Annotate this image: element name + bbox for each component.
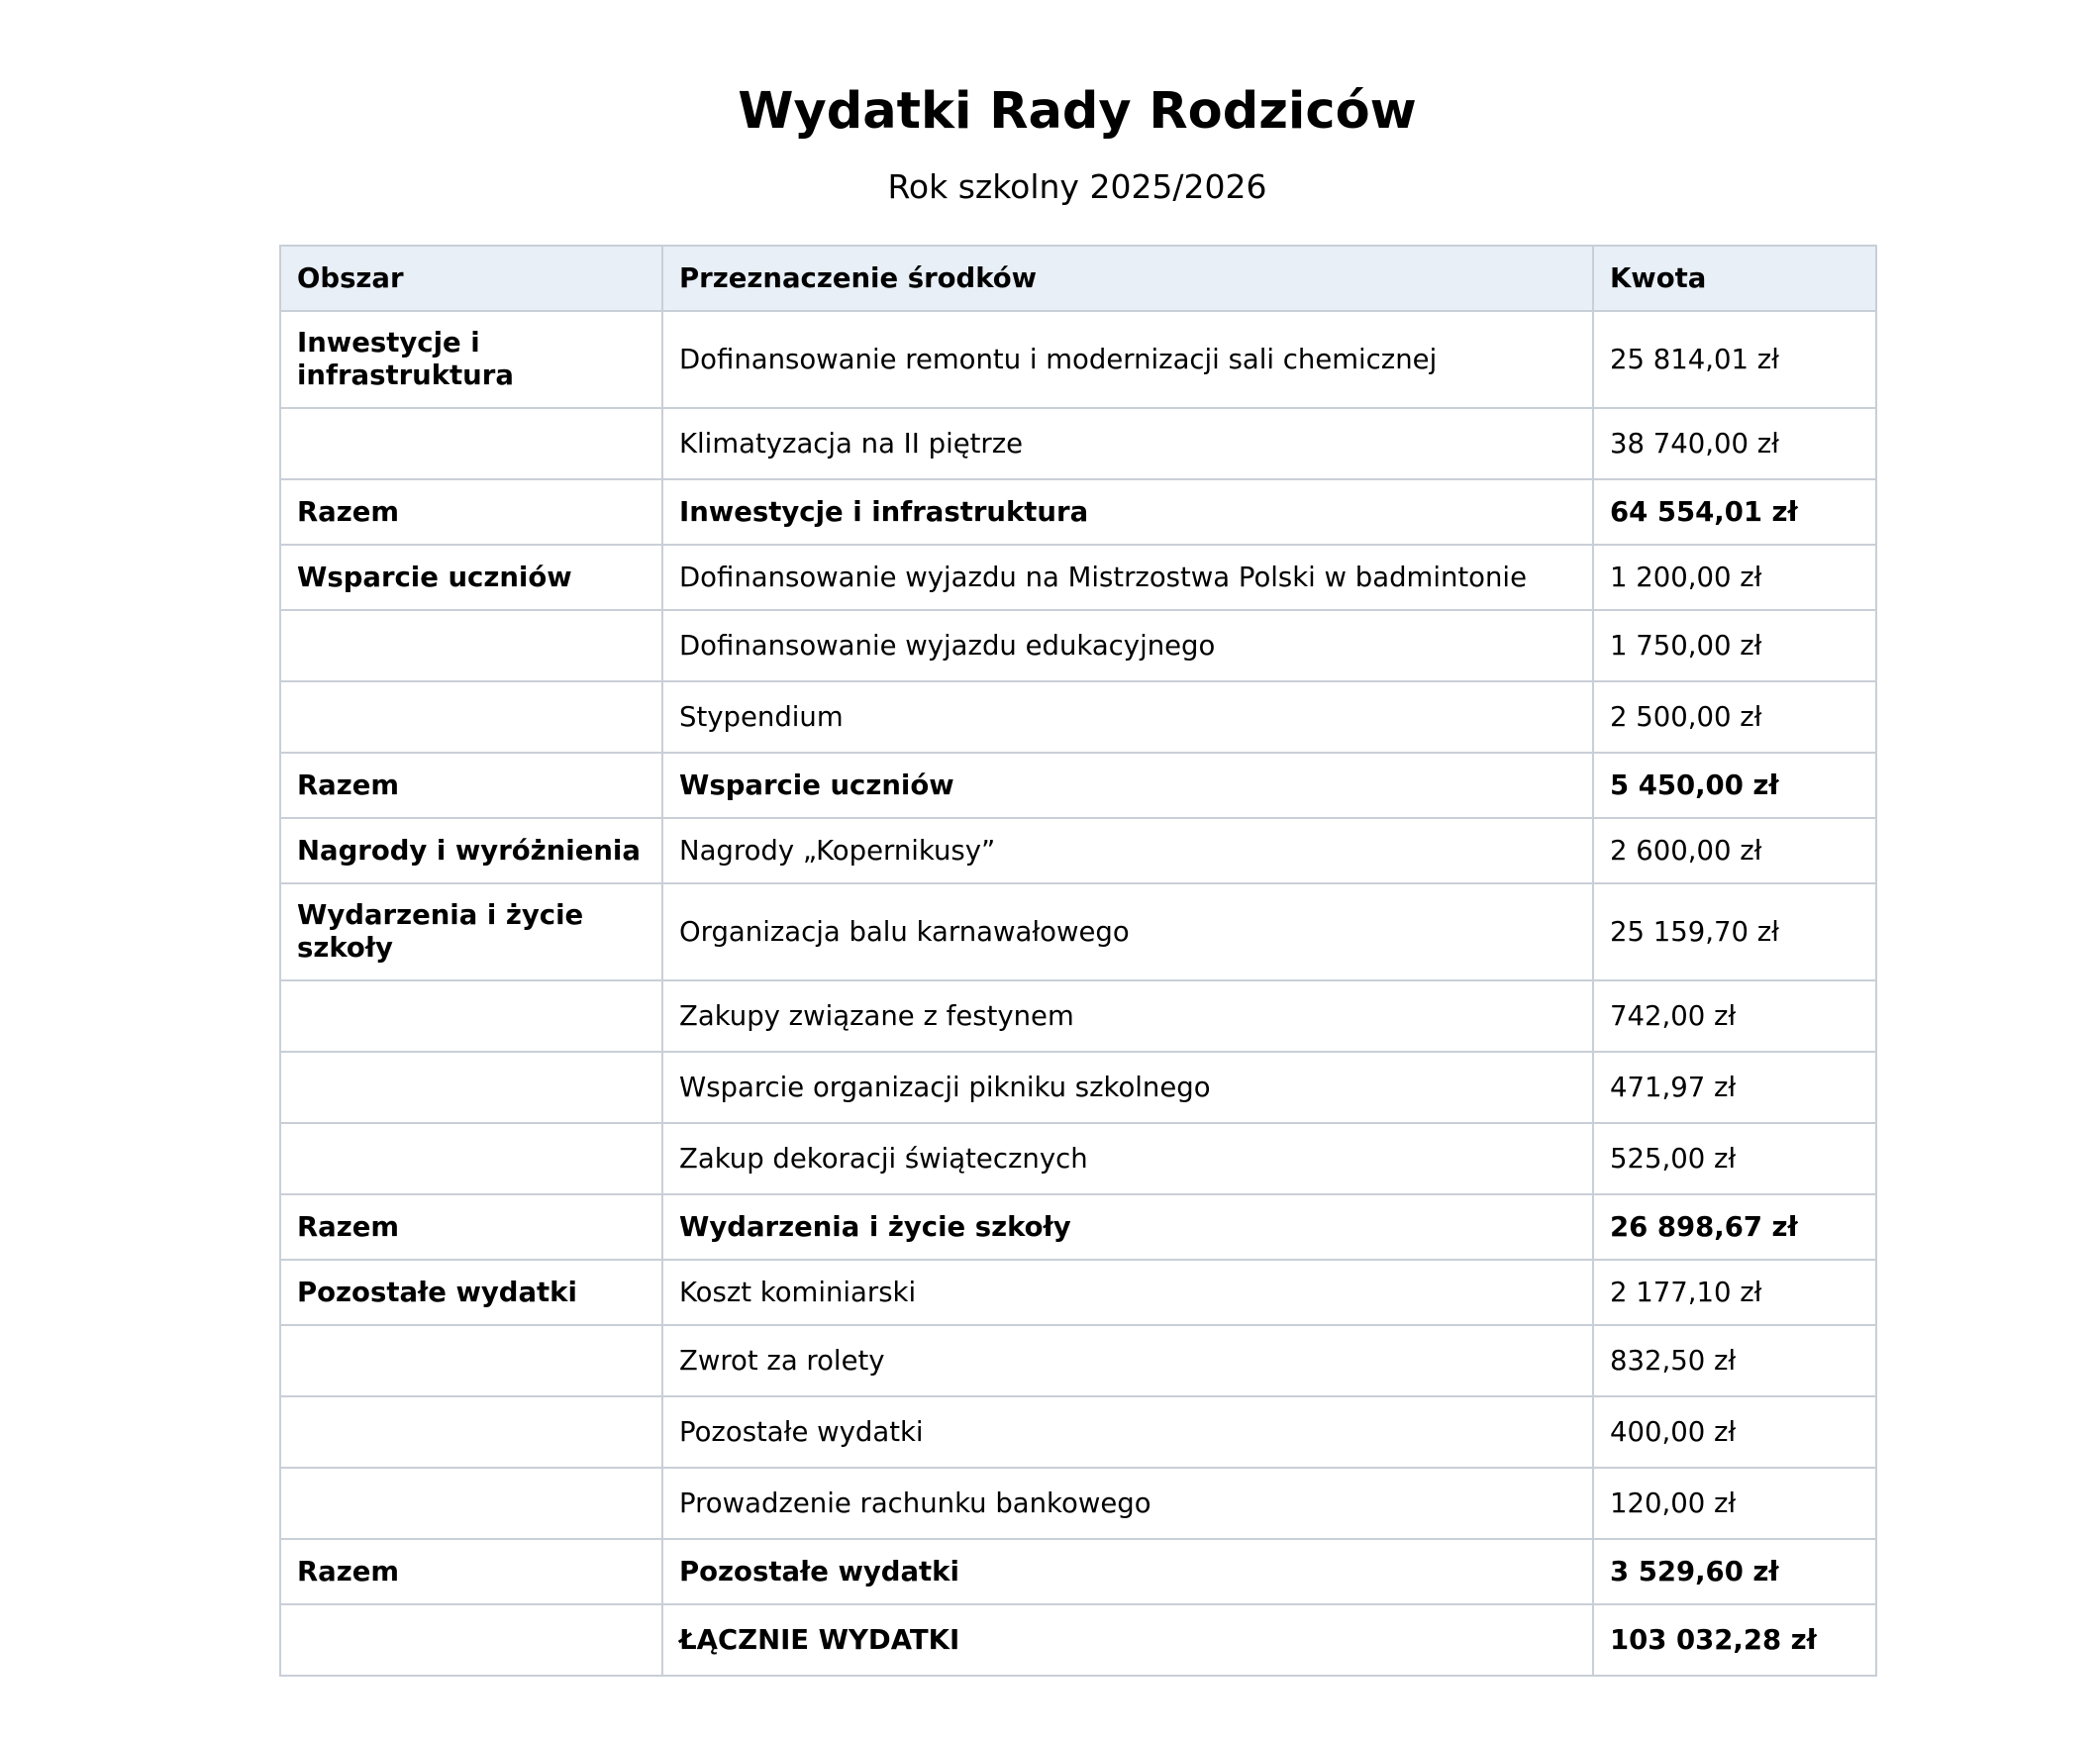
cell-area xyxy=(280,1052,662,1123)
cell-amount: 1 200,00 zł xyxy=(1593,545,1876,610)
cell-area xyxy=(280,1396,662,1468)
header-amount: Kwota xyxy=(1593,246,1876,311)
cell-purpose: Stypendium xyxy=(662,681,1593,753)
table-row xyxy=(280,1260,1876,1325)
cell-area xyxy=(280,980,662,1052)
cell-amount: 103 032,28 zł xyxy=(1593,1604,1876,1676)
cell-area: Inwestycje i infrastruktura xyxy=(280,311,662,408)
cell-area: Wydarzenia i życie szkoły xyxy=(280,883,662,980)
subtotal-row xyxy=(280,1539,1876,1604)
cell-purpose: Zwrot za rolety xyxy=(662,1325,1593,1396)
cell-area: Razem xyxy=(280,1194,662,1260)
cell-purpose: Pozostałe wydatki xyxy=(662,1396,1593,1468)
page-subtitle: Rok szkolny 2025/2026 xyxy=(887,167,1267,206)
header-purpose: Przeznaczenie środków xyxy=(662,246,1593,311)
cell-amount: 26 898,67 zł xyxy=(1593,1194,1876,1260)
cell-area xyxy=(280,1123,662,1194)
cell-amount: 525,00 zł xyxy=(1593,1123,1876,1194)
cell-area xyxy=(280,610,662,681)
cell-area xyxy=(280,1468,662,1539)
cell-area xyxy=(280,1604,662,1676)
table-row xyxy=(280,610,1876,681)
cell-purpose: Zakupy związane z festynem xyxy=(662,980,1593,1052)
cell-amount: 742,00 zł xyxy=(1593,980,1876,1052)
cell-amount: 400,00 zł xyxy=(1593,1396,1876,1468)
cell-area: Pozostałe wydatki xyxy=(280,1260,662,1325)
cell-amount: 2 600,00 zł xyxy=(1593,818,1876,883)
cell-area: Razem xyxy=(280,479,662,545)
table-row xyxy=(280,681,1876,753)
cell-amount: 471,97 zł xyxy=(1593,1052,1876,1123)
subtotal-row xyxy=(280,753,1876,818)
cell-area: Wsparcie uczniów xyxy=(280,545,662,610)
table-row xyxy=(280,1468,1876,1539)
cell-area: Razem xyxy=(280,753,662,818)
cell-amount: 120,00 zł xyxy=(1593,1468,1876,1539)
cell-purpose: Nagrody „Kopernikusy” xyxy=(662,818,1593,883)
cell-purpose: Wsparcie uczniów xyxy=(662,753,1593,818)
cell-area xyxy=(280,681,662,753)
cell-area xyxy=(280,1325,662,1396)
cell-purpose: Prowadzenie rachunku bankowego xyxy=(662,1468,1593,1539)
table-row xyxy=(280,818,1876,883)
table-row xyxy=(280,1123,1876,1194)
cell-purpose: ŁĄCZNIE WYDATKI xyxy=(662,1604,1593,1676)
cell-purpose: Wsparcie organizacji pikniku szkolnego xyxy=(662,1052,1593,1123)
cell-amount: 2 177,10 zł xyxy=(1593,1260,1876,1325)
cell-amount: 64 554,01 zł xyxy=(1593,479,1876,545)
cell-purpose: Dofinansowanie wyjazdu na Mistrzostwa Polski w badmintonie xyxy=(662,545,1593,610)
expenses-table xyxy=(279,245,1877,1677)
cell-amount: 5 450,00 zł xyxy=(1593,753,1876,818)
cell-amount: 38 740,00 zł xyxy=(1593,408,1876,479)
subtotal-row xyxy=(280,479,1876,545)
cell-amount: 832,50 zł xyxy=(1593,1325,1876,1396)
table-row xyxy=(280,1052,1876,1123)
cell-purpose: Inwestycje i infrastruktura xyxy=(662,479,1593,545)
cell-purpose: Zakup dekoracji świątecznych xyxy=(662,1123,1593,1194)
table-row xyxy=(280,545,1876,610)
cell-purpose: Klimatyzacja na II piętrze xyxy=(662,408,1593,479)
table-body xyxy=(280,311,1876,1676)
cell-purpose: Organizacja balu karnawałowego xyxy=(662,883,1593,980)
page-title: Wydatki Rady Rodziców xyxy=(738,82,1417,141)
cell-area: Nagrody i wyróżnienia xyxy=(280,818,662,883)
cell-purpose: Dofinansowanie wyjazdu edukacyjnego xyxy=(662,610,1593,681)
header-area: Obszar xyxy=(280,246,662,311)
header-row xyxy=(280,246,1876,311)
cell-area xyxy=(280,408,662,479)
table-row xyxy=(280,980,1876,1052)
table-row xyxy=(280,883,1876,980)
cell-area: Razem xyxy=(280,1539,662,1604)
grand-total-row xyxy=(280,1604,1876,1676)
subtotal-row xyxy=(280,1194,1876,1260)
table-row xyxy=(280,1325,1876,1396)
table-row xyxy=(280,408,1876,479)
cell-amount: 1 750,00 zł xyxy=(1593,610,1876,681)
cell-purpose: Dofinansowanie remontu i modernizacji sali chemicznej xyxy=(662,311,1593,408)
table-row xyxy=(280,1396,1876,1468)
table-row xyxy=(280,311,1876,408)
table-header xyxy=(280,246,1876,311)
cell-amount: 3 529,60 zł xyxy=(1593,1539,1876,1604)
cell-purpose: Wydarzenia i życie szkoły xyxy=(662,1194,1593,1260)
cell-amount: 25 814,01 zł xyxy=(1593,311,1876,408)
cell-amount: 2 500,00 zł xyxy=(1593,681,1876,753)
cell-purpose: Pozostałe wydatki xyxy=(662,1539,1593,1604)
cell-purpose: Koszt kominiarski xyxy=(662,1260,1593,1325)
cell-amount: 25 159,70 zł xyxy=(1593,883,1876,980)
